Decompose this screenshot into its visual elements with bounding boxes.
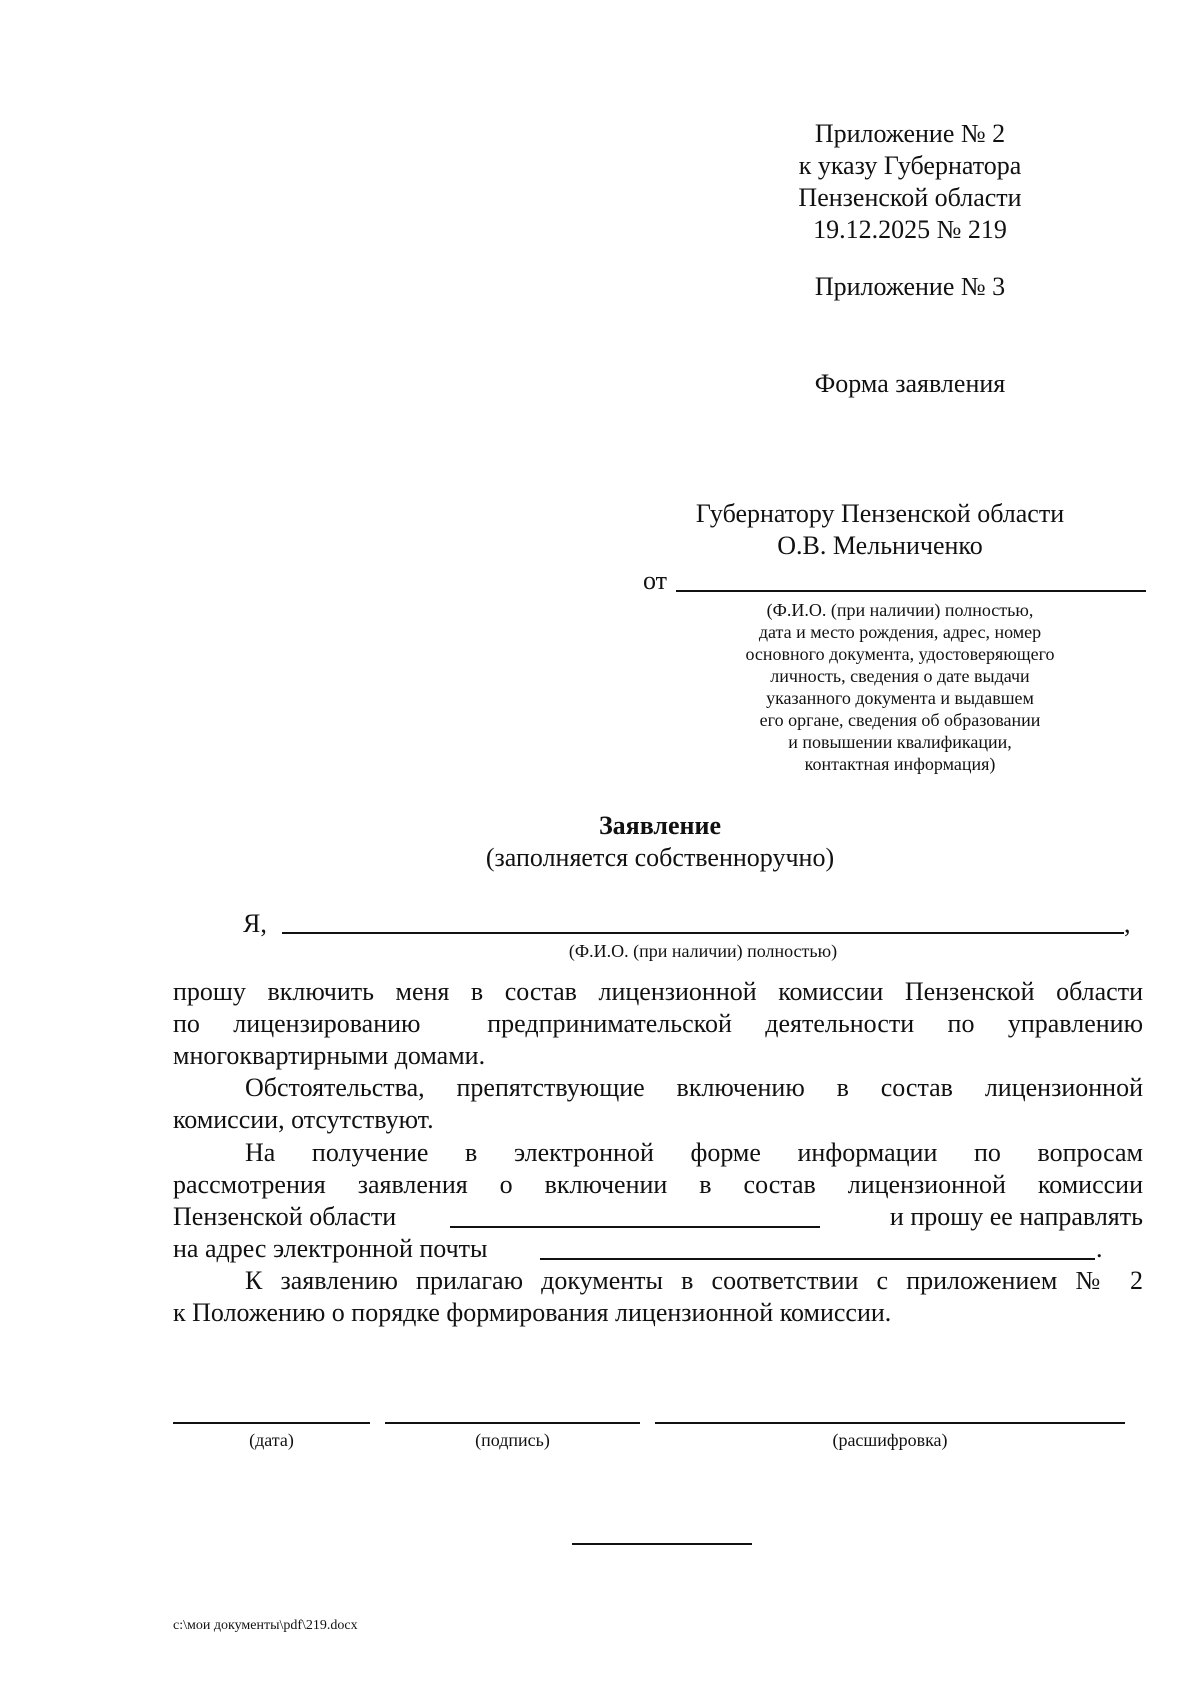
appendix3-label: Приложение № 3: [814, 272, 1006, 301]
note-line: указанного документа и выдавшем: [766, 688, 1034, 708]
statement-title: Заявление: [598, 811, 722, 840]
para3-line4-start: на адрес электронной почты: [173, 1234, 488, 1263]
para1-line1: прошу включить меня в состав лицензионной комиссии Пензенской области: [173, 977, 1143, 1006]
note-line: дата и место рождения, адрес, номер: [758, 622, 1042, 642]
statement-subtitle: (заполняется собственноручно): [485, 843, 835, 872]
decode-label: (расшифровка): [832, 1430, 948, 1450]
appendix-header: [760, 118, 1060, 246]
closing-separator: [572, 1543, 752, 1545]
appendix2-label: Приложение № 2: [814, 119, 1006, 148]
signature-label: (подпись): [475, 1430, 550, 1450]
para3-line2: рассмотрения заявления о включении в состав лицензионной комиссии: [173, 1170, 1143, 1199]
note-line: (Ф.И.О. (при наличии) полностью,: [766, 600, 1034, 620]
para3-line3-start: Пензенской области: [173, 1202, 397, 1231]
note-line: контактная информация): [804, 754, 996, 774]
region-label: Пензенской области: [798, 183, 1022, 212]
consent-blank-line[interactable]: [450, 1226, 820, 1228]
date-label: (дата): [249, 1430, 294, 1450]
fio-blank-line[interactable]: [282, 932, 1124, 934]
email-blank-line[interactable]: [540, 1258, 1095, 1260]
form-title: Форма заявления: [814, 369, 1006, 398]
fio-comma: ,: [1124, 909, 1131, 938]
para1-line3: многоквартирными домами.: [173, 1041, 486, 1070]
para3-line3-end: и прошу ее направлять: [889, 1202, 1143, 1231]
addressee-line2: О.В. Мельниченко: [777, 531, 983, 560]
decree-date-number: 19.12.2025 № 219: [813, 215, 1007, 244]
para2-line2: комиссии, отсутствуют.: [173, 1105, 434, 1134]
note-line: и повышении квалификации,: [788, 732, 1012, 752]
para4-line1: К заявлению прилагаю документы в соответствии с приложением № 2: [245, 1266, 1143, 1295]
addressee-note: [670, 599, 1130, 775]
para1-line2: по лицензированию предпринимательской деятельности по управлению: [173, 1009, 1143, 1038]
para3-line1: На получение в электронной форме информации по вопросам: [245, 1138, 1143, 1167]
para4-line2: к Положению о порядке формирования лицензионной комиссии.: [173, 1298, 892, 1327]
signature-blank-line[interactable]: [385, 1422, 640, 1424]
note-line: основного документа, удостоверяющего: [745, 644, 1055, 664]
footer-file-path: c:\мои документы\pdf\219.docx: [173, 1618, 358, 1633]
fio-note: (Ф.И.О. (при наличии) полностью): [568, 941, 838, 961]
note-line: его органе, сведения об образовании: [759, 710, 1041, 730]
decode-blank-line[interactable]: [655, 1422, 1125, 1424]
addressee-line1: Губернатору Пензенской области: [695, 499, 1065, 528]
para3-period: .: [1096, 1234, 1103, 1263]
date-blank-line[interactable]: [173, 1422, 370, 1424]
para2-line1: Обстоятельства, препятствующие включению в состав лицензионной: [245, 1073, 1143, 1102]
from-blank-line[interactable]: [676, 590, 1146, 592]
from-label: от: [643, 566, 668, 595]
decree-label: к указу Губернатора: [798, 151, 1022, 180]
i-label: Я,: [243, 909, 267, 938]
note-line: личность, сведения о дате выдачи: [770, 666, 1030, 686]
